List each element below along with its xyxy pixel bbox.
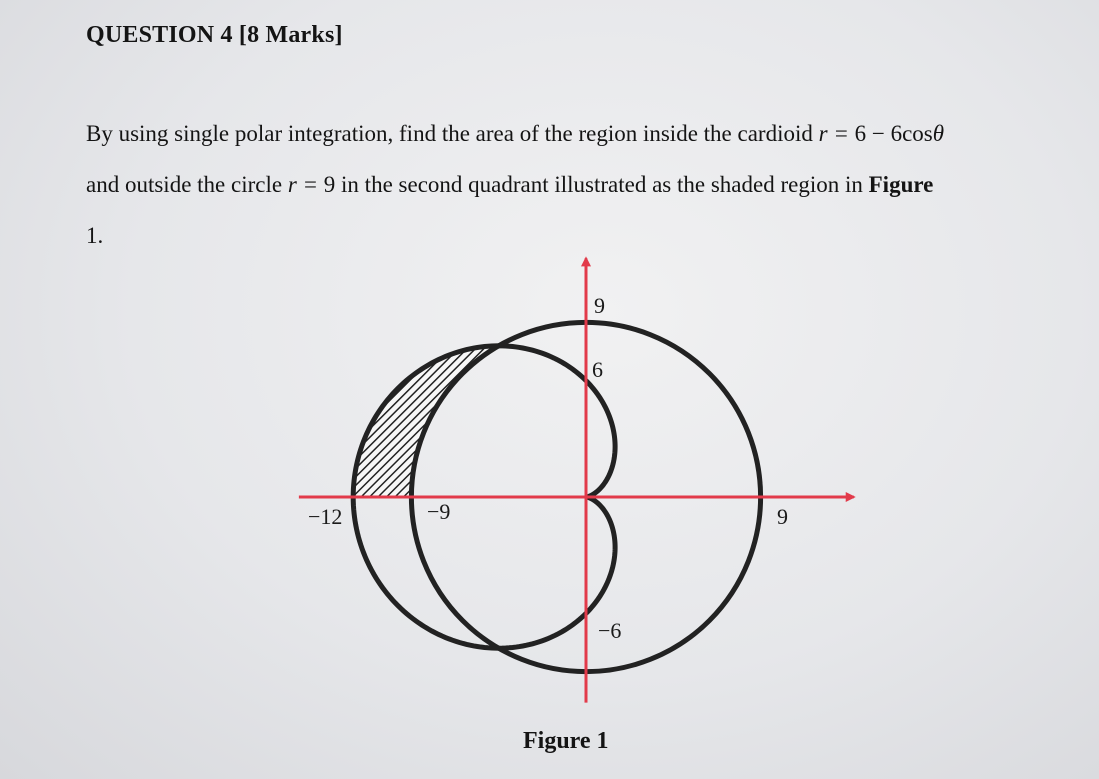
tick-label-x-neg-9: −9 — [427, 499, 451, 524]
figure-caption: Figure 1 — [523, 728, 609, 754]
tick-label-y-6: 6 — [592, 357, 603, 382]
tick-label-x-9: 9 — [777, 504, 788, 529]
cardioid-equation: r = 6 − 6cosθ — [818, 121, 945, 146]
question-line2b: in the second quadrant illustrated as the shaded region in — [341, 172, 863, 197]
tick-label-y-9: 9 — [594, 293, 605, 318]
question-heading: QUESTION 4 [8 Marks] — [86, 22, 343, 48]
figure-reference: Figure — [868, 172, 934, 197]
circle-equation: r = 9 — [287, 172, 336, 197]
question-line3: 1. — [86, 223, 104, 248]
tick-label-y-neg-6: −6 — [598, 618, 622, 643]
question-line2a: and outside the circle — [86, 172, 283, 197]
tick-label-x-neg-12: −12 — [308, 504, 343, 529]
question-line1: By using single polar integration, find the area of the region inside the cardioid — [86, 121, 813, 146]
